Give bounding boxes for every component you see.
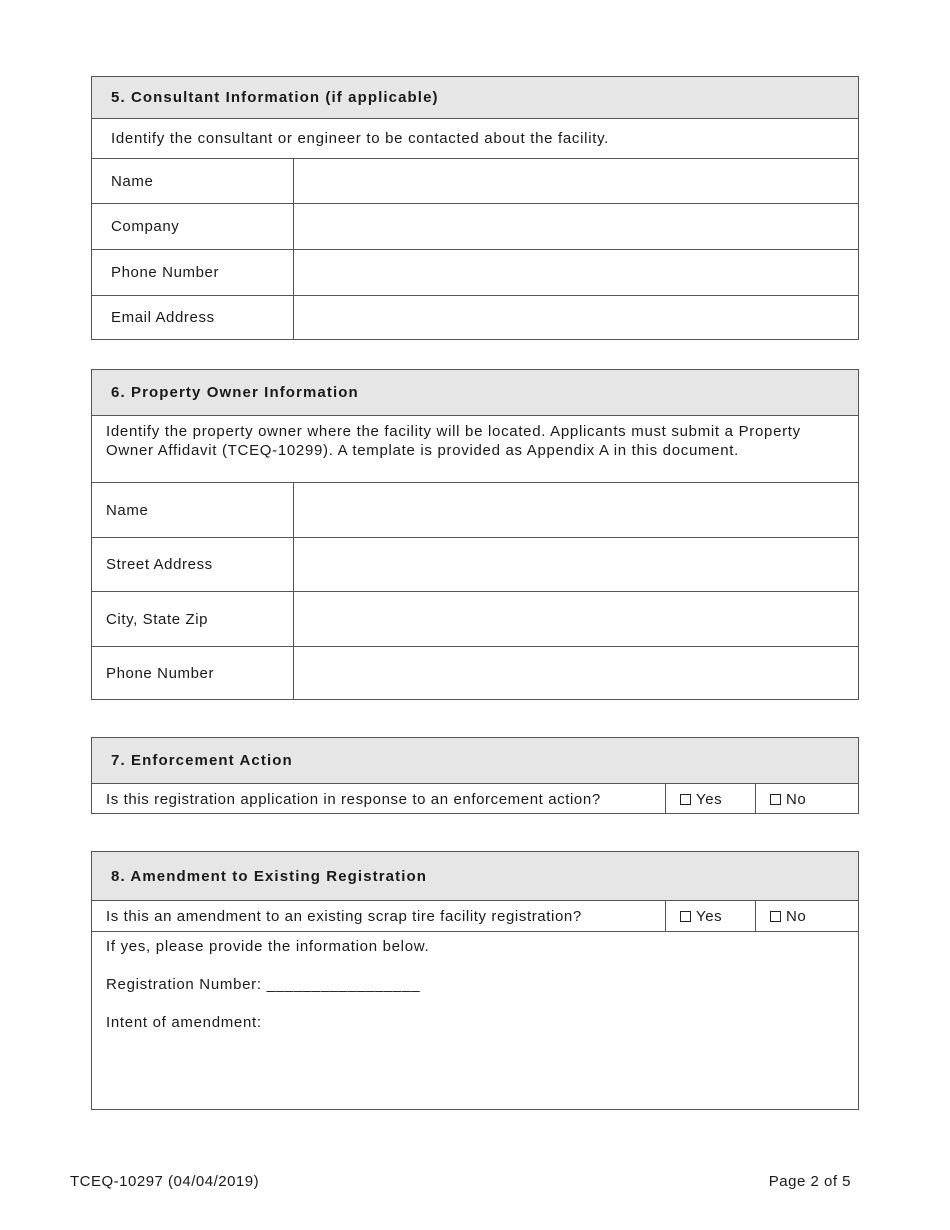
- section-enforcement-action: [91, 737, 859, 814]
- amendment-details: [92, 932, 858, 1094]
- form-row-street-address: [92, 538, 858, 592]
- yes-checkbox[interactable]: [666, 784, 756, 814]
- owner-name-field[interactable]: [294, 483, 858, 537]
- consultant-name-field[interactable]: [294, 159, 858, 203]
- section-heading: 6. Property Owner Information: [92, 370, 858, 416]
- consultant-email-field[interactable]: [294, 296, 858, 339]
- section-heading: 5. Consultant Information (if applicable): [92, 77, 858, 119]
- field-label: Phone Number: [92, 647, 294, 699]
- section-description: Identify the property owner where the facility will be located. Applicants must submit a Property Owner Affidavit (TCEQ-10299). A template is provided as Appendix A in this document.: [92, 416, 858, 483]
- question-row: [92, 784, 858, 814]
- no-checkbox[interactable]: [756, 901, 858, 931]
- form-row-company: [92, 204, 858, 250]
- owner-phone-field[interactable]: [294, 647, 858, 699]
- section-amendment: [91, 851, 859, 1110]
- form-row-name: [92, 159, 858, 204]
- intent-of-amendment-field[interactable]: [92, 1034, 858, 1094]
- section-heading: 7. Enforcement Action: [92, 738, 858, 784]
- form-row-phone: [92, 647, 858, 699]
- no-label: No: [786, 907, 807, 925]
- question-row: [92, 901, 858, 932]
- no-label: No: [786, 790, 807, 808]
- checkbox-icon: [770, 794, 781, 805]
- section-description: Identify the consultant or engineer to be contacted about the facility.: [92, 119, 858, 159]
- page-number: Page 2 of 5: [768, 1173, 851, 1190]
- owner-city-state-zip-field[interactable]: [294, 592, 858, 646]
- checkbox-icon: [680, 794, 691, 805]
- field-label: Phone Number: [92, 250, 294, 295]
- yes-checkbox[interactable]: [666, 901, 756, 931]
- checkbox-icon: [770, 911, 781, 922]
- field-label: Company: [92, 204, 294, 249]
- consultant-company-field[interactable]: [294, 204, 858, 249]
- checkbox-icon: [680, 911, 691, 922]
- section-consultant-information: [91, 76, 859, 340]
- section-property-owner-information: [91, 369, 859, 700]
- form-id: TCEQ-10297 (04/04/2019): [70, 1173, 260, 1190]
- intent-of-amendment-label: Intent of amendment:: [106, 1014, 262, 1031]
- field-label: City, State Zip: [92, 592, 294, 646]
- section-heading: 8. Amendment to Existing Registration: [92, 852, 858, 901]
- question-text: Is this an amendment to an existing scrap tire facility registration?: [92, 901, 666, 931]
- question-text: Is this registration application in response to an enforcement action?: [92, 784, 666, 814]
- amendment-instruction: If yes, please provide the information below.: [106, 938, 430, 955]
- form-row-phone: [92, 250, 858, 296]
- field-label: Name: [92, 159, 294, 203]
- consultant-phone-field[interactable]: [294, 250, 858, 295]
- field-label: Email Address: [92, 296, 294, 339]
- yes-label: Yes: [696, 790, 723, 808]
- registration-number-field[interactable]: Registration Number: _________________: [106, 976, 421, 993]
- owner-street-address-field[interactable]: [294, 538, 858, 591]
- form-row-city-state-zip: [92, 592, 858, 647]
- form-row-email: [92, 296, 858, 339]
- form-row-name: [92, 483, 858, 538]
- yes-label: Yes: [696, 907, 723, 925]
- field-label: Street Address: [92, 538, 294, 591]
- no-checkbox[interactable]: [756, 784, 858, 814]
- field-label: Name: [92, 483, 294, 537]
